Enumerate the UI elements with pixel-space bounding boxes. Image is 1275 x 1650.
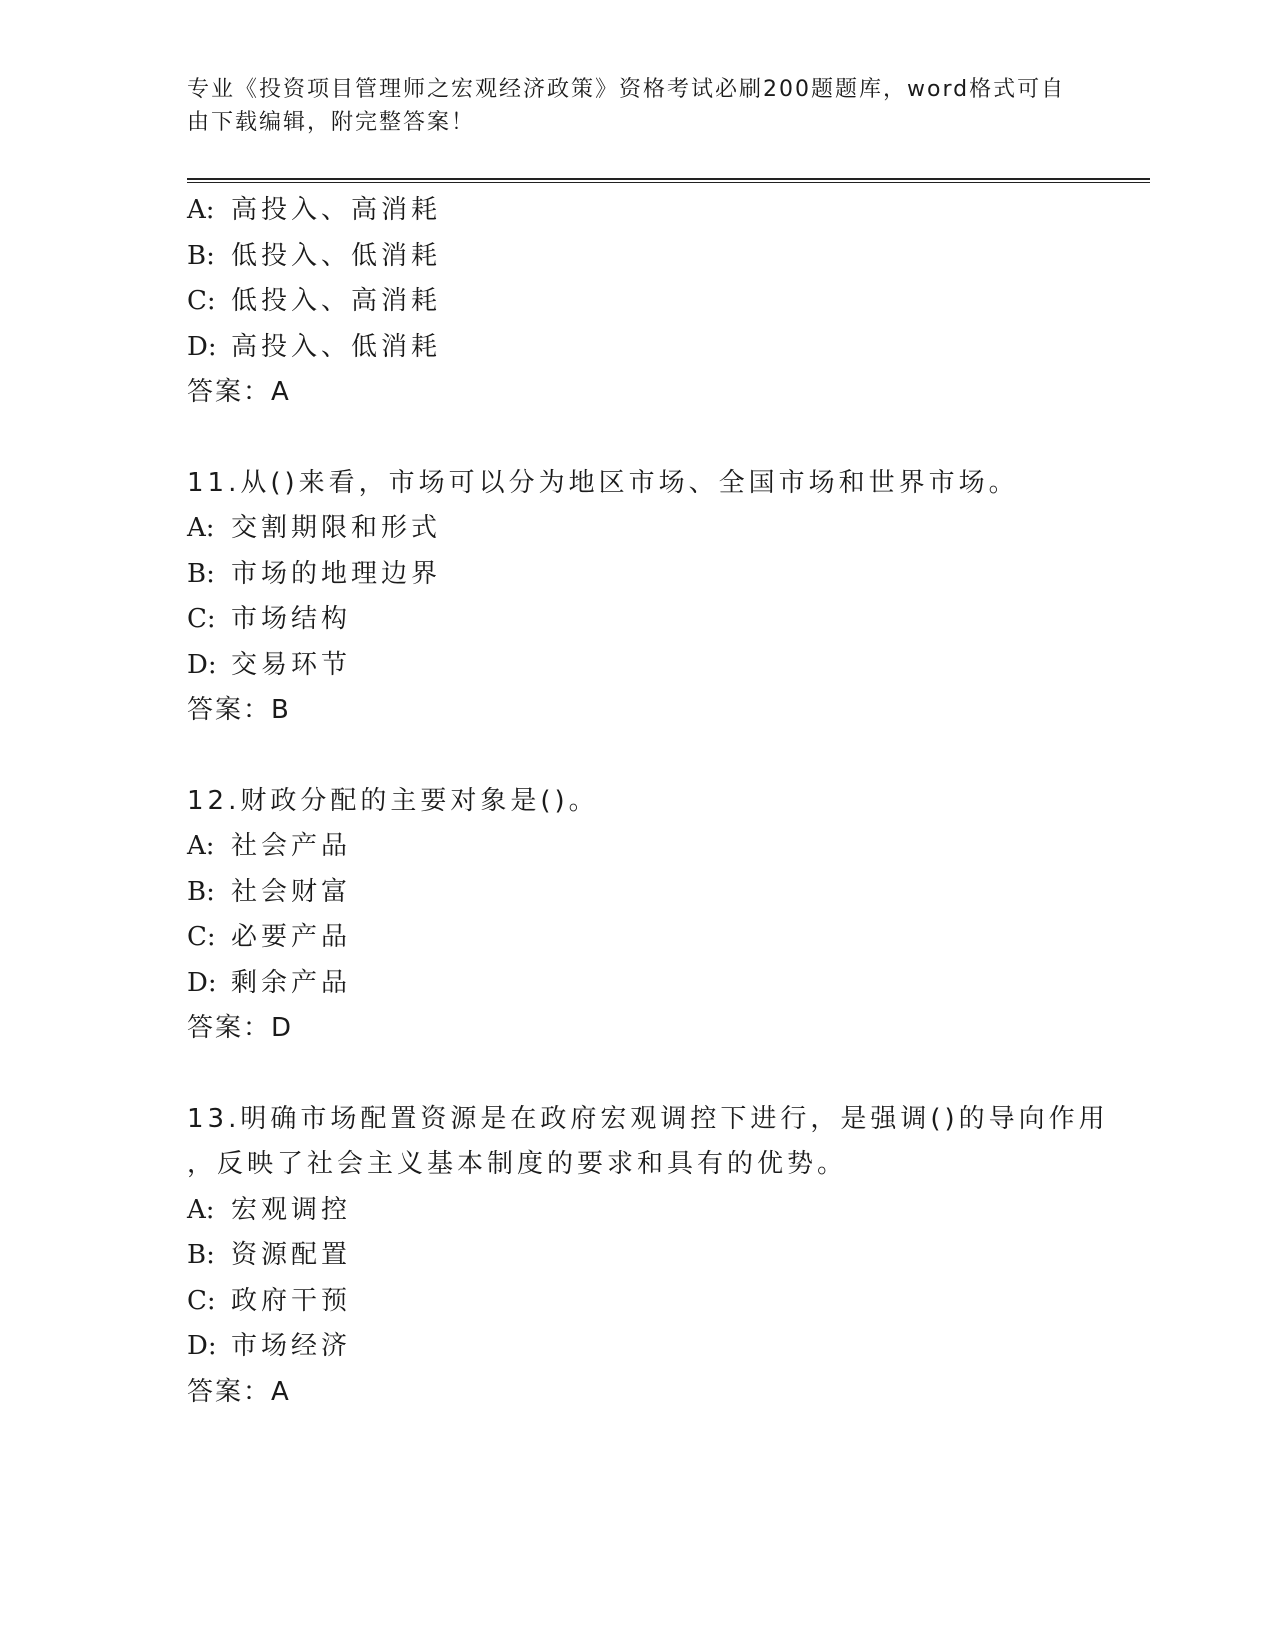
- block-spacer: [187, 416, 1087, 461]
- option-a: [187, 824, 1087, 870]
- question-stem: 12.财政分配的主要对象是()。: [187, 785, 599, 816]
- option-d: [187, 961, 1087, 1007]
- answer-line: 答案：B: [187, 695, 291, 725]
- option-letter: D:: [187, 967, 217, 998]
- option-text: 高投入、高消耗: [231, 195, 442, 225]
- option-b: [187, 234, 1087, 280]
- option-c: [187, 1279, 1087, 1325]
- option-a: [187, 188, 1087, 234]
- answer-line: 答案：A: [187, 1376, 291, 1407]
- option-b: [187, 552, 1087, 598]
- option-letter: B:: [187, 1240, 215, 1270]
- block-spacer: [187, 1052, 1087, 1097]
- option-text: 交割期限和形式: [231, 513, 442, 543]
- option-b: [187, 870, 1087, 916]
- option-c: [187, 279, 1087, 325]
- option-text: 资源配置: [231, 1240, 352, 1270]
- option-text: 必要产品: [231, 922, 352, 952]
- option-letter: A:: [187, 513, 215, 543]
- option-text: 低投入、高消耗: [231, 286, 442, 316]
- option-d: [187, 643, 1087, 689]
- option-letter: C:: [187, 604, 216, 634]
- question-block: [187, 188, 1087, 416]
- question-list: [187, 188, 1109, 1415]
- question-stem-continued: ，反映了社会主义基本制度的要求和具有的优势。: [187, 1149, 848, 1179]
- option-letter: A:: [187, 831, 215, 861]
- option-d: [187, 1324, 1087, 1370]
- option-letter: B:: [187, 558, 215, 589]
- option-text: 市场的地理边界: [231, 558, 442, 589]
- option-letter: C:: [187, 1285, 216, 1316]
- question-block: [187, 779, 1087, 1052]
- option-text: 社会财富: [231, 876, 352, 907]
- option-text: 市场经济: [231, 1331, 352, 1361]
- option-text: 低投入、低消耗: [231, 240, 442, 271]
- document-header: 专业《投资项目管理师之宏观经济政策》资格考试必刷200题题库，word格式可自由下载编辑，附完整答案！: [187, 77, 1066, 135]
- option-b: [187, 1233, 1087, 1279]
- question-stem: 13.明确市场配置资源是在政府宏观调控下进行，是强调()的导向作用: [187, 1103, 1109, 1134]
- question-block: [187, 461, 1087, 734]
- option-letter: C:: [187, 922, 216, 952]
- answer-line: 答案：D: [187, 1013, 294, 1043]
- option-text: 剩余产品: [231, 967, 352, 998]
- option-letter: D:: [187, 331, 217, 362]
- question-stem: 11.从()来看，市场可以分为地区市场、全国市场和世界市场。: [187, 467, 1019, 498]
- option-letter: A:: [187, 195, 215, 225]
- option-text: 社会产品: [231, 831, 352, 861]
- option-c: [187, 597, 1087, 643]
- option-d: [187, 325, 1087, 371]
- option-c: [187, 915, 1087, 961]
- option-a: [187, 1188, 1087, 1234]
- question-block: [187, 1097, 1109, 1416]
- option-text: 宏观调控: [231, 1194, 352, 1225]
- option-letter: A:: [187, 1194, 215, 1225]
- option-letter: D:: [187, 1331, 217, 1361]
- option-text: 政府干预: [231, 1285, 352, 1316]
- option-text: 市场结构: [231, 604, 352, 634]
- header-divider: [187, 178, 1150, 183]
- option-letter: B:: [187, 240, 215, 271]
- option-text: 高投入、低消耗: [231, 331, 442, 362]
- option-text: 交易环节: [231, 649, 352, 680]
- answer-line: 答案：A: [187, 377, 291, 407]
- block-spacer: [187, 734, 1087, 779]
- option-a: [187, 506, 1087, 552]
- option-letter: D:: [187, 649, 217, 680]
- option-letter: C:: [187, 286, 216, 316]
- option-letter: B:: [187, 876, 215, 907]
